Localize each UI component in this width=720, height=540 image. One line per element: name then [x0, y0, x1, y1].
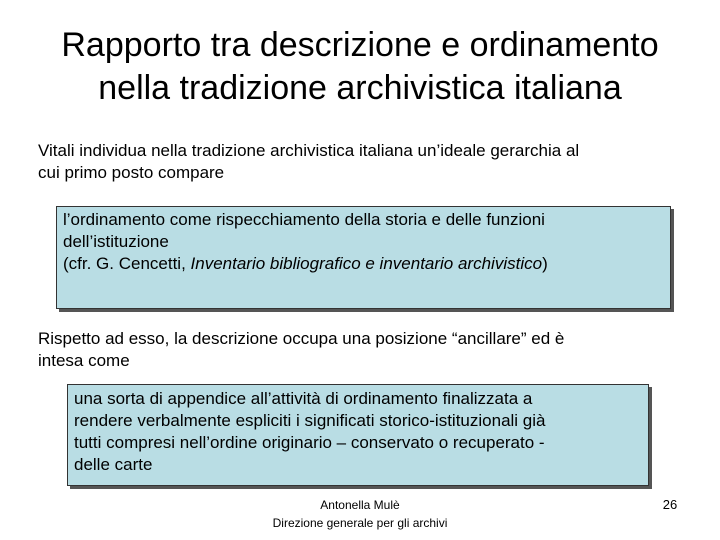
footer-author: Antonella Mulè: [320, 498, 400, 512]
citation-suffix: ): [542, 254, 548, 273]
title-line-2: nella tradizione archivistica italiana: [98, 69, 622, 107]
quote1-line-1: l’ordinamento come rispecchiamento della storia e delle funzioni: [63, 210, 545, 229]
description-line-1: Rispetto ad esso, la descrizione occupa una posizione “ancillare” ed è: [38, 329, 565, 348]
description-paragraph: [38, 328, 688, 372]
footer-organization: Direzione generale per gli archivi: [272, 516, 448, 530]
citation-title: Inventario bibliografico e inventario archivistico: [190, 254, 543, 273]
page-number: 26: [662, 497, 678, 512]
slide-footer: [240, 496, 480, 532]
citation-prefix: (cfr. G. Cencetti,: [63, 254, 191, 273]
intro-line-2: cui primo posto compare: [38, 163, 225, 182]
intro-paragraph: [38, 140, 688, 184]
quote2-line-2: rendere verbalmente espliciti i significati storico-istituzionali già: [74, 411, 546, 430]
slide-title: [20, 24, 700, 110]
quote2-line-1: una sorta di appendice all’attività di ordinamento finalizzata a: [74, 389, 533, 408]
title-line-1: Rapporto tra descrizione e ordinamento: [61, 26, 659, 64]
intro-line-1: Vitali individua nella tradizione archivistica italiana un’ideale gerarchia al: [38, 141, 580, 160]
citation: [63, 253, 664, 275]
quote2-line-3: tutti compresi nell’ordine originario – conservato o recuperato -: [74, 433, 545, 452]
quote1-line-2: dell’istituzione: [63, 232, 169, 251]
description-quote-box: [67, 384, 649, 486]
ordering-quote-box: [56, 206, 671, 309]
description-line-2: intesa come: [38, 351, 130, 370]
quote2-line-4: delle carte: [74, 455, 153, 474]
